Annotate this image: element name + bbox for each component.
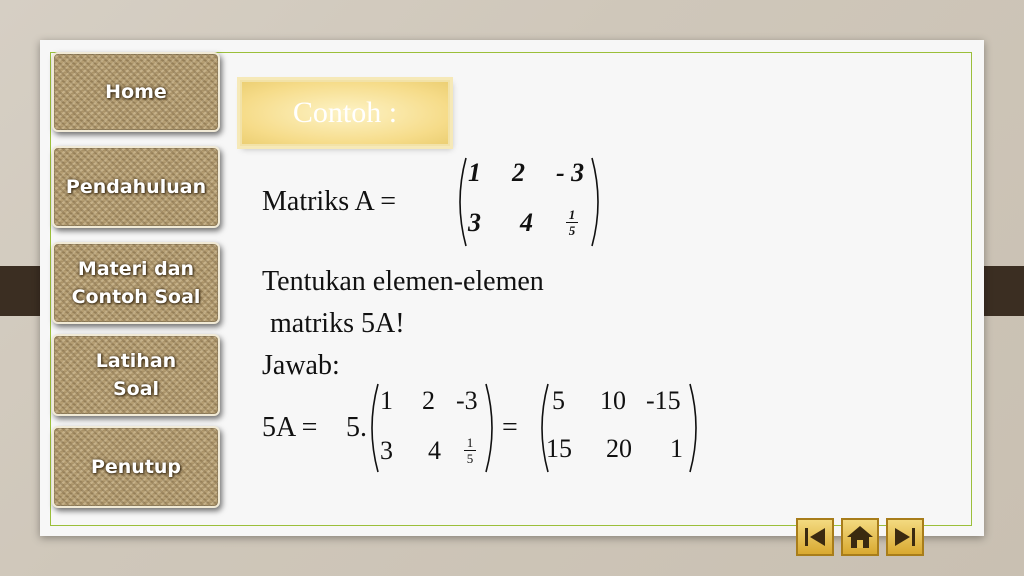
nav-materi-label-2: Contoh Soal (71, 286, 201, 308)
previous-icon (798, 520, 832, 554)
matrix-a-frac-den: 5 (568, 223, 576, 238)
eq-matrix-r2c2: 4 (428, 436, 441, 465)
heading-box (240, 80, 450, 146)
next-icon (888, 520, 922, 554)
result-r2c3: 1 (670, 434, 683, 463)
matrix-a-fraction (566, 208, 578, 237)
equation-left: 5A = (262, 412, 318, 443)
eq-matrix-r1c3: -3 (456, 386, 478, 415)
nav-penutup-button[interactable] (52, 426, 220, 508)
matrix-a-r2c1: 3 (468, 208, 481, 237)
matrix-a-r1c2: 2 (512, 158, 525, 187)
equation-equals: = (502, 412, 518, 443)
nav-latihan-label-1: Latihan (95, 350, 177, 372)
nav-materi-label-1: Materi dan (77, 258, 195, 280)
nav-home-button[interactable] (52, 52, 220, 132)
nav-materi-button[interactable] (52, 242, 220, 324)
matrix-a-r1c1: 1 (468, 158, 481, 187)
question-line-1: Tentukan elemen-elemen (262, 266, 544, 297)
eq-matrix-r1c1: 1 (380, 386, 393, 415)
nav-latihan-label-2: Soal (112, 378, 160, 400)
eq-matrix-r1c2: 2 (422, 386, 435, 415)
answer-label: Jawab: (262, 350, 340, 381)
eq-matrix-frac-num: 1 (466, 435, 474, 450)
nav-pendahuluan-label: Pendahuluan (65, 176, 207, 198)
equation-scalar: 5. (346, 412, 367, 443)
question-line-2: matriks 5A! (270, 308, 405, 339)
home-icon (843, 520, 877, 554)
result-r1c2: 10 (600, 386, 626, 415)
heading-title: Contoh : (292, 96, 398, 129)
matrix-a-label: Matriks A = (262, 186, 397, 217)
eq-matrix-fraction (464, 436, 476, 465)
next-button[interactable] (886, 518, 924, 556)
matrix-a-r1c3: - 3 (556, 158, 585, 187)
result-r2c1: 15 (546, 434, 572, 463)
eq-matrix-frac-den: 5 (466, 451, 474, 466)
eq-matrix-r2c1: 3 (380, 436, 393, 465)
nav-penutup-label: Penutup (90, 456, 182, 478)
matrix-a-frac-num: 1 (568, 207, 576, 222)
result-r1c1: 5 (552, 386, 565, 415)
nav-home-label: Home (105, 81, 167, 103)
nav-pendahuluan-button[interactable] (52, 146, 220, 228)
nav-latihan-button[interactable] (52, 334, 220, 416)
result-r2c2: 20 (606, 434, 632, 463)
matrix-a-r2c2: 4 (520, 208, 533, 237)
previous-button[interactable] (796, 518, 834, 556)
result-r1c3: -15 (646, 386, 681, 415)
home-nav-button[interactable] (841, 518, 879, 556)
